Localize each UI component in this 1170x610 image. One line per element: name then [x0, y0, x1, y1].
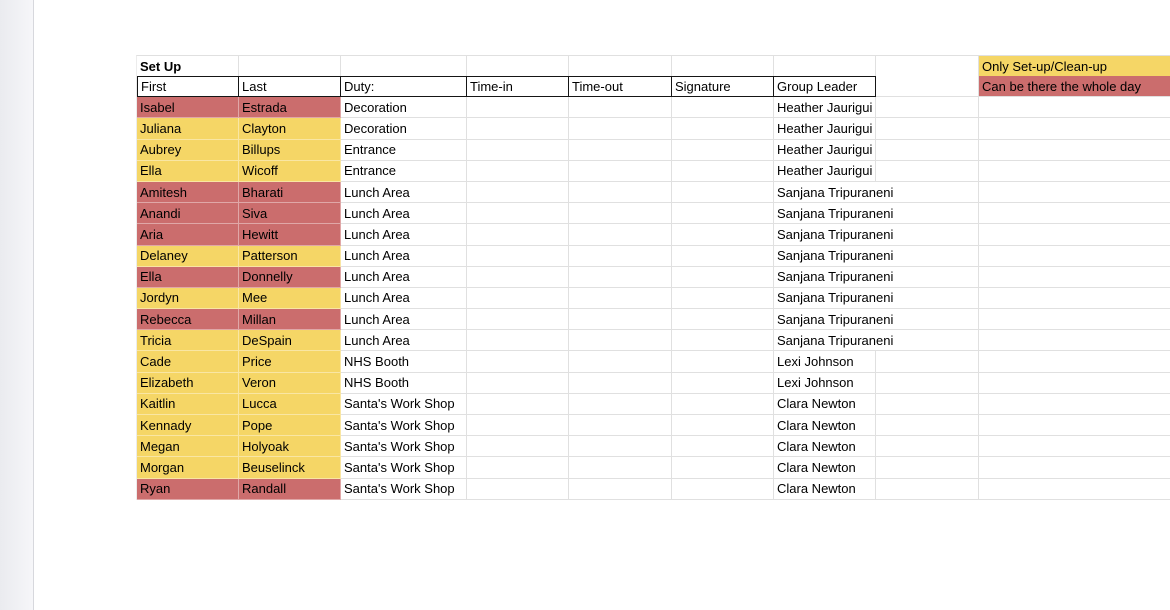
cell-time-in	[467, 373, 569, 394]
column-header-time-out: Time-out	[569, 76, 672, 97]
table-row	[137, 118, 1170, 139]
cell-last-name: Hewitt	[239, 224, 341, 245]
cell-signature	[672, 140, 774, 161]
cell-first-name: Isabel	[137, 97, 239, 118]
cell-signature	[672, 330, 774, 351]
cell-group-leader: Sanjana Tripuraneni	[774, 224, 876, 245]
cell-spacer	[876, 479, 979, 500]
section-title-row	[137, 56, 1170, 76]
cell-last-name: Clayton	[239, 118, 341, 139]
cell-time-out	[569, 309, 672, 330]
cell-time-in	[467, 161, 569, 182]
cell-time-in	[467, 246, 569, 267]
cell-duty: NHS Booth	[341, 351, 467, 372]
column-header-signature: Signature	[672, 76, 774, 97]
table-row	[137, 479, 1170, 500]
cell-grid-extra	[979, 457, 1170, 478]
cell-time-out	[569, 140, 672, 161]
cell-spacer	[876, 436, 979, 457]
cell-last-name: Holyoak	[239, 436, 341, 457]
cell-signature	[672, 394, 774, 415]
cell-last-name: Estrada	[239, 97, 341, 118]
cell-grid-extra	[979, 161, 1170, 182]
cell-group-leader: Sanjana Tripuraneni	[774, 182, 876, 203]
cell-grid-extra	[979, 351, 1170, 372]
table-row	[137, 288, 1170, 309]
cell-time-out	[569, 267, 672, 288]
cell-grid-extra	[979, 373, 1170, 394]
cell-duty: Lunch Area	[341, 309, 467, 330]
cell-spacer	[876, 415, 979, 436]
cell-signature	[672, 309, 774, 330]
cell-time-out	[569, 246, 672, 267]
cell-spacer	[876, 373, 979, 394]
cell-group-leader: Clara Newton	[774, 436, 876, 457]
table-row	[137, 182, 1170, 203]
cell-spacer	[876, 394, 979, 415]
cell-first-name: Ella	[137, 161, 239, 182]
cell-grid-extra	[979, 479, 1170, 500]
setup-duty-table	[136, 55, 1170, 500]
cell-time-out	[569, 351, 672, 372]
cell-time-in	[467, 288, 569, 309]
cell-signature	[672, 457, 774, 478]
cell-first-name: Elizabeth	[137, 373, 239, 394]
cell-group-leader: Sanjana Tripuraneni	[774, 203, 876, 224]
cell-group-leader: Lexi Johnson	[774, 373, 876, 394]
cell-duty: Lunch Area	[341, 330, 467, 351]
cell-signature	[672, 182, 774, 203]
cell-signature	[672, 479, 774, 500]
cell-grid-extra	[979, 330, 1170, 351]
cell-first-name: Tricia	[137, 330, 239, 351]
cell-grid-extra	[979, 224, 1170, 245]
table-row	[137, 140, 1170, 161]
cell-time-out	[569, 436, 672, 457]
cell-grid-extra	[979, 97, 1170, 118]
column-header-first: First	[137, 76, 239, 97]
cell-first-name: Ryan	[137, 479, 239, 500]
cell-time-out	[569, 118, 672, 139]
cell-time-out	[569, 203, 672, 224]
table-row	[137, 351, 1170, 372]
cell-first-name: Megan	[137, 436, 239, 457]
cell-time-in	[467, 203, 569, 224]
cell-first-name: Kennady	[137, 415, 239, 436]
cell-spacer	[876, 309, 979, 330]
cell-time-in	[467, 351, 569, 372]
cell-duty: Lunch Area	[341, 288, 467, 309]
cell-last-name: Patterson	[239, 246, 341, 267]
cell-time-in	[467, 182, 569, 203]
cell-time-in	[467, 479, 569, 500]
cell-time-out	[569, 373, 672, 394]
cell-signature	[672, 351, 774, 372]
column-header-time-in: Time-in	[467, 76, 569, 97]
cell-last-name: Wicoff	[239, 161, 341, 182]
cell-last-name: Siva	[239, 203, 341, 224]
cell-grid-extra	[979, 267, 1170, 288]
cell-grid-extra	[979, 309, 1170, 330]
cell-first-name: Jordyn	[137, 288, 239, 309]
cell-last-name: Donnelly	[239, 267, 341, 288]
cell-last-name: Lucca	[239, 394, 341, 415]
cell-first-name: Kaitlin	[137, 394, 239, 415]
cell-time-in	[467, 436, 569, 457]
cell-duty: Lunch Area	[341, 267, 467, 288]
cell-spacer	[876, 224, 979, 245]
cell-grid-extra	[979, 436, 1170, 457]
legend-setup-only: Only Set-up/Clean-up	[979, 56, 1170, 76]
cell-time-out	[569, 224, 672, 245]
cell-time-in	[467, 97, 569, 118]
cell-spacer	[876, 351, 979, 372]
cell-duty: Entrance	[341, 161, 467, 182]
cell-group-leader: Clara Newton	[774, 394, 876, 415]
cell-duty: Lunch Area	[341, 246, 467, 267]
cell-first-name: Rebecca	[137, 309, 239, 330]
cell-time-in	[467, 330, 569, 351]
empty-cell	[876, 56, 979, 76]
table-row	[137, 97, 1170, 118]
table-row	[137, 330, 1170, 351]
column-header-row	[137, 76, 1170, 97]
cell-time-in	[467, 415, 569, 436]
cell-first-name: Aubrey	[137, 140, 239, 161]
column-header-group-leader: Group Leader	[774, 76, 876, 97]
cell-group-leader: Lexi Johnson	[774, 351, 876, 372]
cell-last-name: Millan	[239, 309, 341, 330]
cell-time-out	[569, 394, 672, 415]
cell-group-leader: Sanjana Tripuraneni	[774, 267, 876, 288]
cell-duty: Entrance	[341, 140, 467, 161]
cell-spacer	[876, 267, 979, 288]
table-row	[137, 161, 1170, 182]
cell-first-name: Cade	[137, 351, 239, 372]
cell-spacer	[876, 182, 979, 203]
cell-signature	[672, 203, 774, 224]
cell-spacer	[876, 140, 979, 161]
empty-cell	[467, 56, 569, 76]
empty-cell	[239, 56, 341, 76]
cell-time-in	[467, 118, 569, 139]
table-row	[137, 394, 1170, 415]
cell-signature	[672, 224, 774, 245]
cell-time-out	[569, 330, 672, 351]
cell-time-in	[467, 267, 569, 288]
cell-time-in	[467, 224, 569, 245]
cell-signature	[672, 161, 774, 182]
cell-spacer	[876, 161, 979, 182]
cell-time-out	[569, 479, 672, 500]
cell-first-name: Anandi	[137, 203, 239, 224]
cell-group-leader: Heather Jaurigui	[774, 140, 876, 161]
cell-duty: Lunch Area	[341, 182, 467, 203]
cell-spacer	[876, 203, 979, 224]
cell-first-name: Juliana	[137, 118, 239, 139]
cell-group-leader: Sanjana Tripuraneni	[774, 288, 876, 309]
cell-group-leader: Clara Newton	[774, 415, 876, 436]
cell-grid-extra	[979, 394, 1170, 415]
table-row	[137, 224, 1170, 245]
cell-time-in	[467, 457, 569, 478]
table-row	[137, 267, 1170, 288]
cell-duty: Lunch Area	[341, 224, 467, 245]
cell-spacer	[876, 97, 979, 118]
cell-last-name: Bharati	[239, 182, 341, 203]
cell-grid-extra	[979, 118, 1170, 139]
cell-spacer	[876, 118, 979, 139]
cell-duty: Santa's Work Shop	[341, 457, 467, 478]
cell-time-out	[569, 457, 672, 478]
cell-time-out	[569, 161, 672, 182]
cell-last-name: Billups	[239, 140, 341, 161]
cell-spacer	[876, 246, 979, 267]
cell-duty: Santa's Work Shop	[341, 436, 467, 457]
column-header-duty: Duty:	[341, 76, 467, 97]
cell-last-name: Veron	[239, 373, 341, 394]
cell-last-name: DeSpain	[239, 330, 341, 351]
cell-grid-extra	[979, 203, 1170, 224]
cell-signature	[672, 288, 774, 309]
cell-duty: Lunch Area	[341, 203, 467, 224]
empty-cell	[774, 56, 876, 76]
cell-last-name: Randall	[239, 479, 341, 500]
cell-group-leader: Heather Jaurigui	[774, 97, 876, 118]
cell-group-leader: Sanjana Tripuraneni	[774, 246, 876, 267]
cell-last-name: Price	[239, 351, 341, 372]
cell-last-name: Mee	[239, 288, 341, 309]
table-row	[137, 309, 1170, 330]
cell-duty: Santa's Work Shop	[341, 394, 467, 415]
cell-signature	[672, 415, 774, 436]
table-row	[137, 436, 1170, 457]
empty-cell	[876, 76, 979, 97]
column-header-last: Last	[239, 76, 341, 97]
cell-group-leader: Clara Newton	[774, 479, 876, 500]
cell-first-name: Aria	[137, 224, 239, 245]
cell-group-leader: Sanjana Tripuraneni	[774, 330, 876, 351]
cell-last-name: Beuselinck	[239, 457, 341, 478]
cell-duty: Decoration	[341, 118, 467, 139]
table-row	[137, 246, 1170, 267]
cell-signature	[672, 97, 774, 118]
cell-group-leader: Clara Newton	[774, 457, 876, 478]
viewer-margin-strip	[0, 0, 34, 610]
cell-first-name: Delaney	[137, 246, 239, 267]
cell-time-out	[569, 288, 672, 309]
cell-signature	[672, 246, 774, 267]
cell-first-name: Amitesh	[137, 182, 239, 203]
empty-cell	[341, 56, 467, 76]
cell-group-leader: Heather Jaurigui	[774, 118, 876, 139]
cell-duty: Decoration	[341, 97, 467, 118]
cell-spacer	[876, 457, 979, 478]
cell-time-out	[569, 97, 672, 118]
section-title-cell: Set Up	[137, 56, 239, 76]
table-row	[137, 373, 1170, 394]
cell-spacer	[876, 288, 979, 309]
cell-duty: Santa's Work Shop	[341, 415, 467, 436]
cell-time-in	[467, 309, 569, 330]
table-row	[137, 415, 1170, 436]
cell-first-name: Morgan	[137, 457, 239, 478]
cell-time-out	[569, 415, 672, 436]
cell-signature	[672, 373, 774, 394]
cell-time-out	[569, 182, 672, 203]
empty-cell	[569, 56, 672, 76]
cell-time-in	[467, 394, 569, 415]
cell-group-leader: Heather Jaurigui	[774, 161, 876, 182]
cell-duty: Santa's Work Shop	[341, 479, 467, 500]
cell-spacer	[876, 330, 979, 351]
cell-time-in	[467, 140, 569, 161]
legend-whole-day: Can be there the whole day	[979, 76, 1170, 97]
cell-last-name: Pope	[239, 415, 341, 436]
cell-signature	[672, 436, 774, 457]
cell-group-leader: Sanjana Tripuraneni	[774, 309, 876, 330]
cell-grid-extra	[979, 415, 1170, 436]
table-row	[137, 203, 1170, 224]
cell-signature	[672, 267, 774, 288]
cell-signature	[672, 118, 774, 139]
cell-grid-extra	[979, 182, 1170, 203]
spreadsheet-page	[34, 0, 1170, 610]
table-row	[137, 457, 1170, 478]
cell-grid-extra	[979, 246, 1170, 267]
empty-cell	[672, 56, 774, 76]
cell-duty: NHS Booth	[341, 373, 467, 394]
cell-grid-extra	[979, 288, 1170, 309]
cell-first-name: Ella	[137, 267, 239, 288]
cell-grid-extra	[979, 140, 1170, 161]
